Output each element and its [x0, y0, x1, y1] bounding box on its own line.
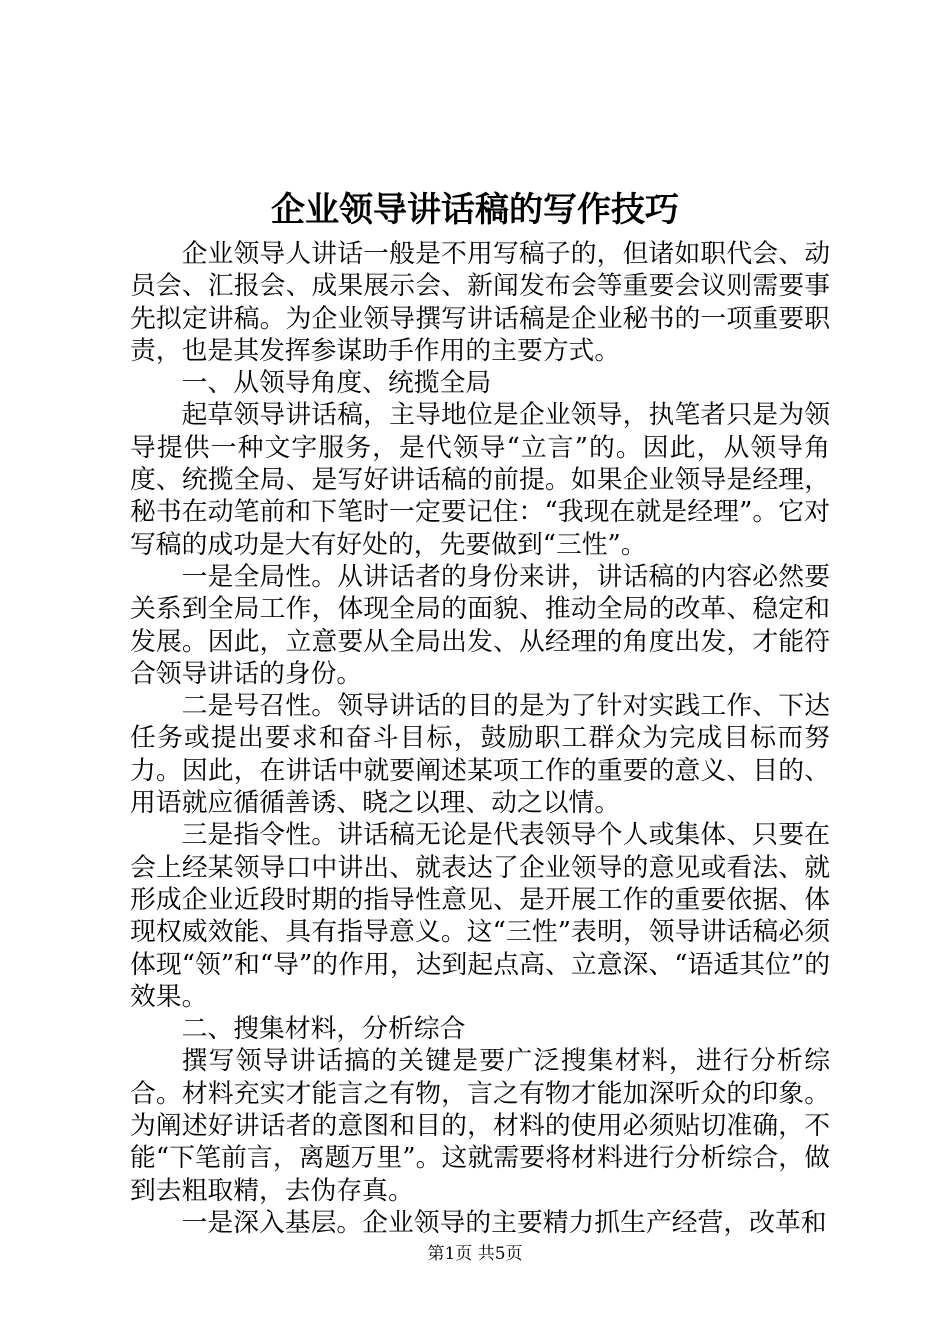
section-heading-1: 一、从领导角度、统揽全局 — [181, 368, 492, 399]
paragraph: 一是深入基层。企业领导的主要精力抓生产经营，改革和 — [181, 1207, 827, 1238]
paragraph: 撰写领导讲话搞的关键是要广泛搜集材料，进行分析综合。材料充实才能言之有物，言之有物才能加深听众的印象。为阐述好讲话者的意图和目的，材料的使用必须贴切准确，不能“下笔前言，离题万里”。这就需要将材料进行分析综合，做到去粗取精，去伪存真。 — [130, 1046, 830, 1206]
paragraph: 二是号召性。领导讲话的目的是为了针对实践工作、下达任务或提出要求和奋斗目标，鼓励职工群众为完成目标而努力。因此，在讲话中就要阐述某项工作的重要的意义、目的、用语就应循循善诱、晓之以理、动之以情。 — [130, 691, 830, 819]
document-body — [130, 238, 830, 1239]
paragraph: 三是指令性。讲话稿无论是代表领导个人或集体、只要在会上经某领导口中讲出、就表达了企业领导的意见或看法、就形成企业近段时期的指导性意见、是开展工作的重要依据、体现权威效能、具有指导意义。这“三性”表明，领导讲话稿必须体现“领”和“导”的作用，达到起点高、立意深、“语适其位”的效果。 — [130, 820, 830, 1012]
page-number-footer: 第1页 共5页 — [427, 1244, 523, 1264]
paragraph: 起草领导讲话稿，主导地位是企业领导，执笔者只是为领导提供一种文字服务，是代领导“立言”的。因此，从领导角度、统揽全局、是写好讲话稿的前提。如果企业领导是经理，秘书在动笔前和下笔时一定要记住：“我现在就是经理”。它对写稿的成功是大有好处的，先要做到“三性”。 — [130, 400, 830, 560]
document-title: 企业领导讲话稿的写作技巧 — [271, 190, 679, 230]
paragraph-intro: 企业领导人讲话一般是不用写稿子的，但诸如职代会、动员会、汇报会、成果展示会、新闻发布会等重要会议则需要事先拟定讲稿。为企业领导撰写讲话稿是企业秘书的一项重要职责，也是其发挥参谋助手作用的主要方式。 — [130, 239, 830, 366]
paragraph: 一是全局性。从讲话者的身份来讲，讲话稿的内容必然要关系到全局工作，体现全局的面貌、推动全局的改革、稳定和发展。因此，立意要从全局出发、从经理的角度出发，才能符合领导讲话的身份。 — [130, 561, 830, 689]
section-heading-2: 二、搜集材料，分析综合 — [181, 1014, 466, 1045]
